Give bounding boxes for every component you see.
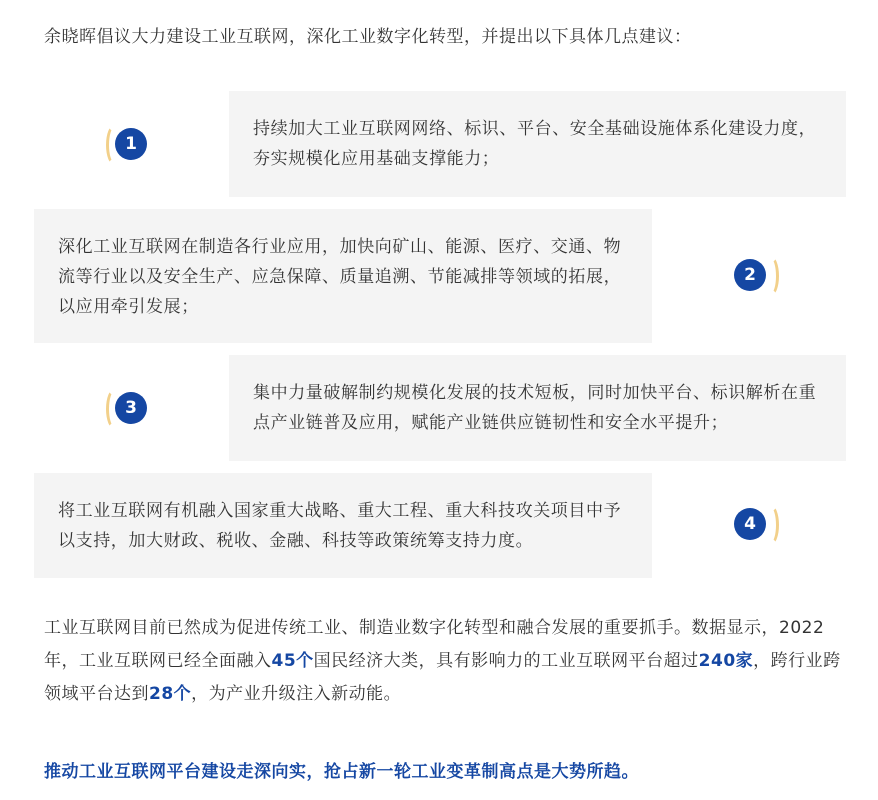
paragraph-text: 工业互联网目前已然成为促进传统工业、制造业数字化转型和融合发展的重要抓手。数据显示，2022年，工业互联网已经全面融入 <box>44 618 825 671</box>
intro-text: 余晓晖倡议大力建设工业互联网，深化工业数字化转型，并提出以下具体几点建议： <box>44 27 692 47</box>
suggestion-card-3 <box>229 355 846 461</box>
suggestion-text-2: 深化工业互联网在制造各行业应用，加快向矿山、能源、医疗、交通、物流等行业以及安全生产、应急保障、质量追溯、节能减排等领域的拓展，以应用牵引发展； <box>58 237 622 317</box>
suggestion-card-1 <box>229 91 846 197</box>
paragraph-text: ，为产业升级注入新动能。 <box>191 684 402 704</box>
paragraph-text: ，跨行业跨领域平台达到 <box>44 651 841 704</box>
badge-number-2: 2 <box>734 259 766 291</box>
number-badge-3 <box>115 392 151 428</box>
highlight-sectors: 45个 <box>271 651 314 671</box>
number-badge-4 <box>734 508 770 544</box>
suggestion-text-4: 将工业互联网有机融入国家重大战略、重大工程、重大科技攻关项目中予以支持，加大财政、税收、金融、科技等政策统筹支持力度。 <box>58 501 622 551</box>
closing-statement: 推动工业互联网平台建设走深向实，抢占新一轮工业变革制高点是大势所趋。 <box>44 762 639 782</box>
suggestion-card-2 <box>34 209 652 343</box>
badge-number-4: 4 <box>734 508 766 540</box>
number-badge-2 <box>734 259 770 295</box>
highlight-cross-platforms: 28个 <box>149 684 192 704</box>
suggestion-text-1: 持续加大工业互联网网络、标识、平台、安全基础设施体系化建设力度，夯实规模化应用基础支撑能力； <box>253 119 817 169</box>
stats-paragraph <box>44 612 844 711</box>
number-badge-1 <box>115 128 151 164</box>
highlight-platforms: 240家 <box>698 651 754 671</box>
badge-number-1: 1 <box>115 128 147 160</box>
paragraph-text: 国民经济大类，具有影响力的工业互联网平台超过 <box>313 651 699 671</box>
suggestion-text-3: 集中力量破解制约规模化发展的技术短板，同时加快平台、标识解析在重点产业链普及应用，赋能产业链供应链韧性和安全水平提升； <box>253 383 817 433</box>
badge-number-3: 3 <box>115 392 147 424</box>
suggestion-card-4 <box>34 473 652 578</box>
